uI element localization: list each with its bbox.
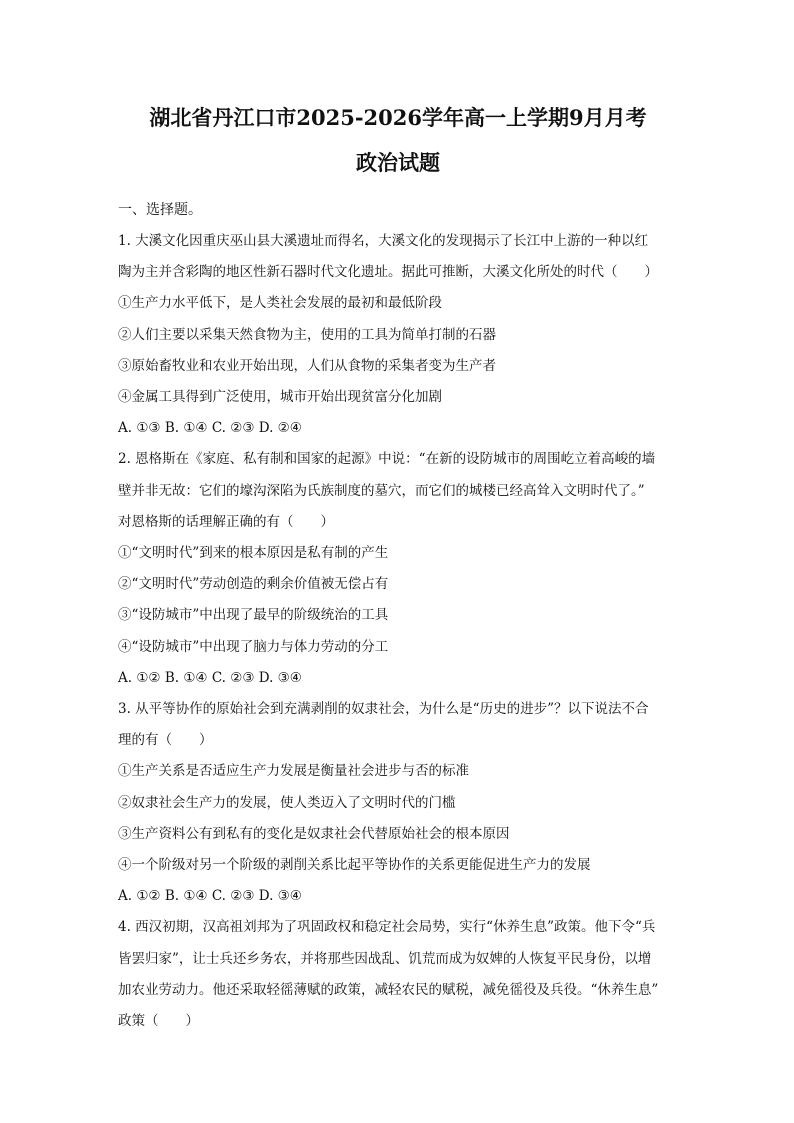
question-stem-line: 政策（ ） [118,1013,199,1030]
question-4 [118,912,678,1037]
statement-2: ②“文明时代”劳动创造的剩余价值被无偿占有 [118,576,389,593]
question-stem-line: 对恩格斯的话理解正确的有（ ） [118,513,334,530]
question-stem-line: 4. 西汉初期，汉高祖刘邦为了巩固政权和稳定社会局势，实行“休养生息”政策。他下令“兵 [118,919,656,936]
question-stem-line: 理的有（ ） [118,732,213,749]
statement-3: ③原始畜牧业和农业开始出现，人们从食物的采集者变为生产者 [118,357,496,374]
question-1 [118,226,678,444]
document-title: 湖北省丹江口市2025-2026学年高一上学期9月月考 [149,105,647,130]
question-3 [118,694,678,912]
statement-4: ④一个阶级对另一个阶级的剥削关系比起平等协作的关系更能促进生产力的发展 [118,857,591,874]
statement-2: ②人们主要以采集天然食物为主，使用的工具为简单打制的石器 [118,326,496,343]
question-stem-line: 壁并非无故：它们的壕沟深陷为氏族制度的墓穴，而它们的城楼已经高耸入文明时代了。” [118,482,645,499]
question-stem-line: 3. 从平等协作的原始社会到充满剥削的奴隶社会，为什么是“历史的进步”？以下说法不合 [118,701,649,718]
question-stem-line: 加农业劳动力。他还采取轻徭薄赋的政策，减轻农民的赋税，减免徭役及兵役。“休养生息” [118,981,659,998]
statement-1: ①“文明时代”到来的根本原因是私有制的产生 [118,545,389,562]
answer-options: A. ①③ B. ①④ C. ②③ D. ②④ [118,420,302,437]
statement-4: ④“设防城市”中出现了脑力与体力劳动的分工 [118,638,389,655]
statement-1: ①生产关系是否适应生产力发展是衡量社会进步与否的标准 [118,763,469,780]
statement-3: ③生产资料公有到私有的变化是奴隶社会代替原始社会的根本原因 [118,825,510,842]
question-stem-line: 1. 大溪文化因重庆巫山县大溪遗址而得名，大溪文化的发现揭示了长江中上游的一种以红 [118,233,649,249]
section-heading: 一、选择题。 [118,202,202,218]
statement-2: ②奴隶社会生产力的发展，使人类迈入了文明时代的门槛 [118,794,456,811]
statement-4: ④金属工具得到广泛使用，城市开始出现贫富分化加剧 [118,389,442,406]
question-2 [118,444,678,694]
question-stem-line: 皆罢归家”，让士兵还乡务农，并将那些因战乱、饥荒而成为奴婢的人恢复平民身份，以增 [118,950,652,967]
answer-options: A. ①② B. ①④ C. ②③ D. ③④ [118,888,302,905]
question-stem-line: 陶为主并含彩陶的地区性新石器时代文化遗址。据此可推断，大溪文化所处的时代（ ） [118,264,658,281]
answer-options: A. ①② B. ①④ C. ②③ D. ③④ [118,669,302,686]
question-stem-line: 2. 恩格斯在《家庭、私有制和国家的起源》中说：“在新的设防城市的周围屹立着高峻的墙 [118,451,656,468]
statement-1: ①生产力水平低下，是人类社会发展的最初和最低阶段 [118,295,442,312]
statement-3: ③“设防城市”中出现了最早的阶级统治的工具 [118,607,389,624]
document-subtitle: 政治试题 [356,150,440,175]
